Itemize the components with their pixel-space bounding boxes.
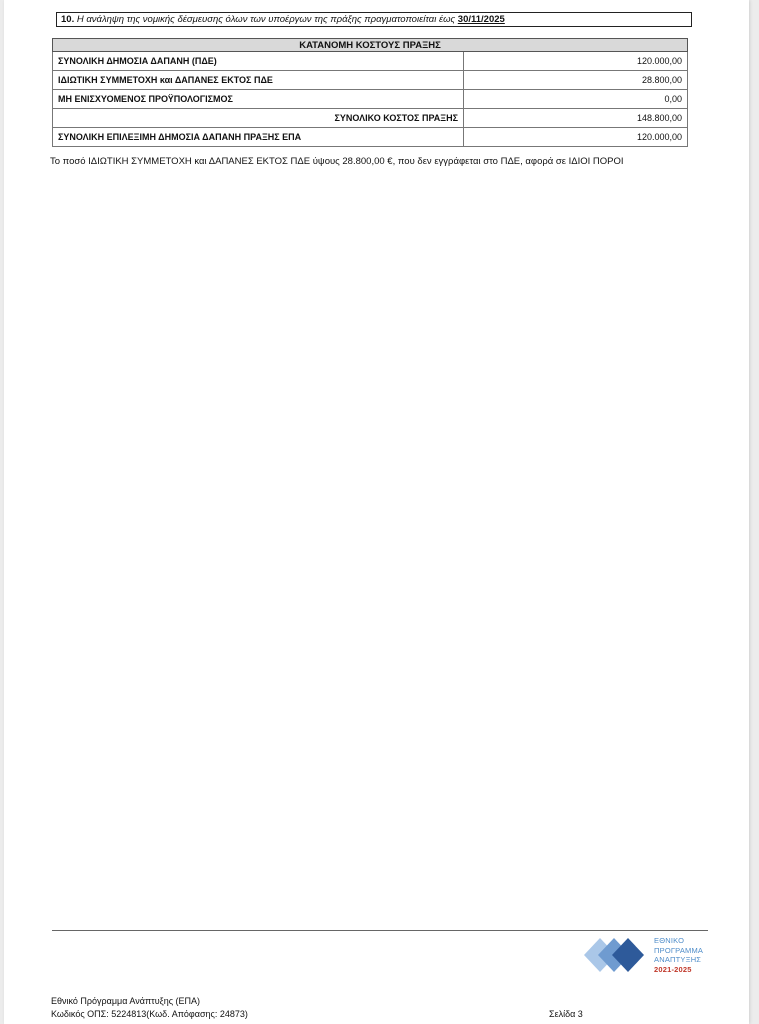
document-page <box>4 0 749 1024</box>
row-value-public-expenditure: 120.000,00 <box>464 52 688 71</box>
logo-years: 2021-2025 <box>654 964 692 974</box>
program-logo-text <box>654 936 703 974</box>
table-row <box>53 109 688 128</box>
cost-table-title: ΚΑΤΑΝΟΜΗ ΚΟΣΤΟΥΣ ΠΡΑΞΗΣ <box>53 39 688 52</box>
logo-line-2: ΠΡΟΓΡΑΜΜΑ <box>654 945 704 955</box>
footer-ops-code: Κωδικός ΟΠΣ: 5224813(Κωδ. Απόφασης: 24873) <box>51 1009 248 1019</box>
logo-line-1: ΕΘΝΙΚΟ <box>654 936 685 945</box>
row-label-public-expenditure: ΣΥΝΟΛΙΚΗ ΔΗΜΟΣΙΑ ΔΑΠΑΝΗ (ΠΔΕ) <box>53 52 464 71</box>
logo-line-3: ΑΝΑΠΤΥΞΗΣ <box>654 955 702 964</box>
table-row <box>53 52 688 71</box>
clause-text: Η ανάληψη της νομικής δέσμευσης όλων των υποέργων της πράξης πραγματοποιείται έως <box>74 14 458 25</box>
clause-number: 10. <box>61 14 75 25</box>
page-number: Σελίδα 3 <box>549 1009 583 1019</box>
row-value-eligible-public-expenditure: 120.000,00 <box>464 128 688 147</box>
clause-10-box <box>56 12 692 27</box>
table-row <box>53 128 688 147</box>
row-label-eligible-public-expenditure: ΣΥΝΟΛΙΚΗ ΕΠΙΛΕΞΙΜΗ ΔΗΜΟΣΙΑ ΔΑΠΑΝΗ ΠΡΑΞΗΣ ΕΠΑ <box>53 128 464 147</box>
row-label-total-cost: ΣΥΝΟΛΙΚΟ ΚΟΣΤΟΣ ΠΡΑΞΗΣ <box>53 109 464 128</box>
row-value-total-cost: 148.800,00 <box>464 109 688 128</box>
clause-deadline-date: 30/11/2025 <box>457 14 505 25</box>
footer-program-name: Εθνικό Πρόγραμμα Ανάπτυξης (ΕΠΑ) <box>51 996 201 1006</box>
private-participation-note: Το ποσό ΙΔΙΩΤΙΚΗ ΣΥΜΜΕΤΟΧΗ και ΔΑΠΑΝΕΣ ΕΚΤΟΣ ΠΔΕ ύψους 28.800,00 €, που δεν εγγράφεται στο ΠΔΕ, αφορά σε ΙΔΙΟΙ ΠΟΡΟΙ <box>50 156 624 167</box>
table-row <box>53 71 688 90</box>
table-row <box>53 90 688 109</box>
row-label-unsupported-budget: ΜΗ ΕΝΙΣΧΥΟΜΕΝΟΣ ΠΡΟΫΠΟΛΟΓΙΣΜΟΣ <box>53 90 464 109</box>
cost-allocation-table <box>52 38 688 147</box>
row-value-private-participation: 28.800,00 <box>464 71 688 90</box>
row-label-private-participation: ΙΔΙΩΤΙΚΗ ΣΥΜΜΕΤΟΧΗ και ΔΑΠΑΝΕΣ ΕΚΤΟΣ ΠΔΕ <box>53 71 464 90</box>
row-value-unsupported-budget: 0,00 <box>464 90 688 109</box>
